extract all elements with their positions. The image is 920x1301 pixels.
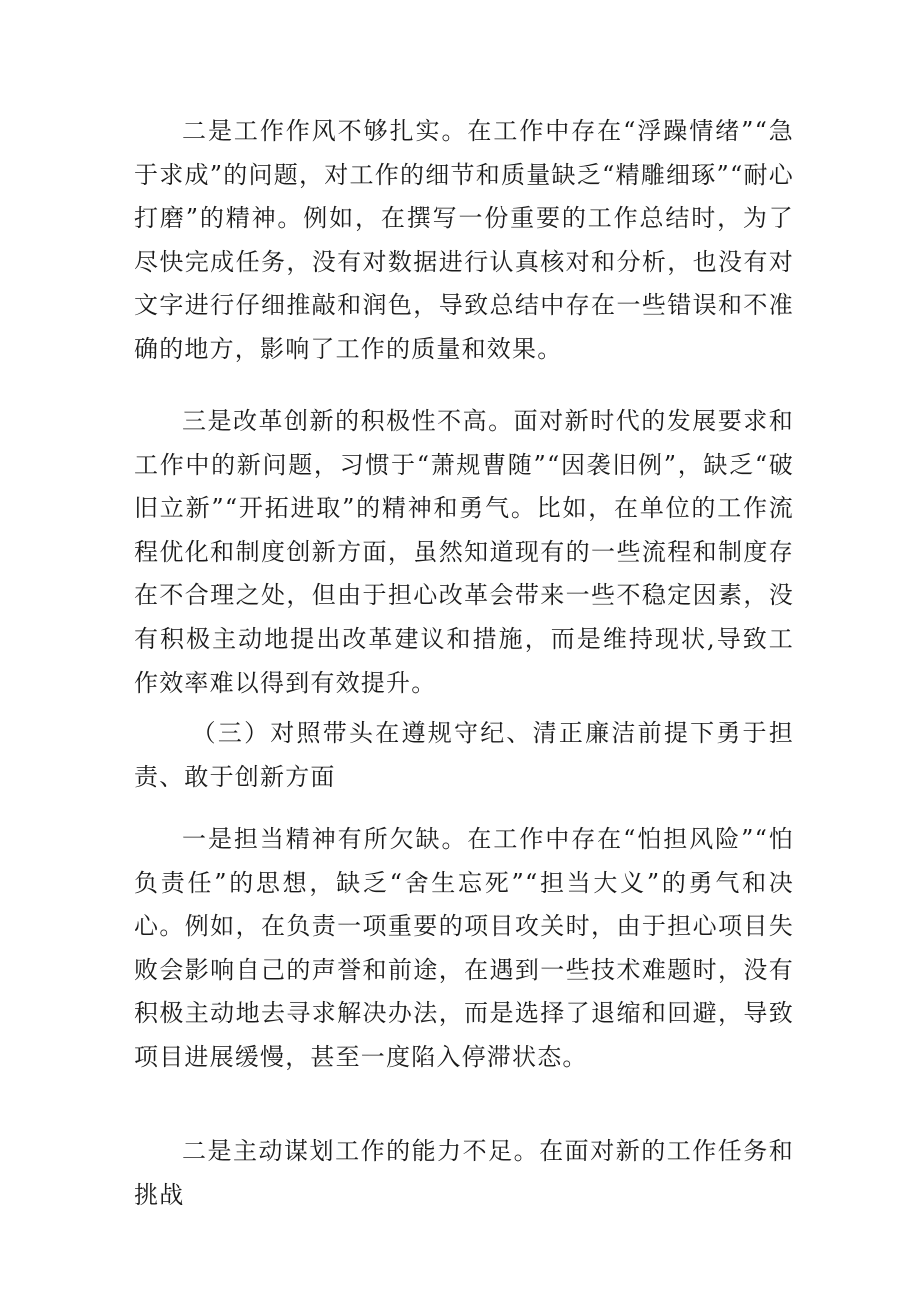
paragraph-text: 三是改革创新的积极性不高。面对新时代的发展要求和工作中的新问题，习惯于“萧规曹随”“因袭旧例”，缺乏“破旧立新”“开拓进取”的精神和勇气。比如，在单位的工作流程优化和制度创新方面，虽然知道现有的一些流程和制度存在不合理之处，但由于担心改革会带来一些不稳定因素，没有积极主动地提出改革建议和措施，而是维持现状,导致工作效率难以得到有效提升。 xyxy=(134,407,794,697)
section-heading-3 xyxy=(134,712,794,799)
paragraph-responsibility xyxy=(134,818,794,1080)
section-heading-text: （三）对照带头在遵规守纪、清正廉洁前提下勇于担责、敢于创新方面 xyxy=(134,719,794,791)
paragraph-work-style xyxy=(134,110,794,372)
paragraph-text: 一是担当精神有所欠缺。在工作中存在“怕担风险”“怕负责任”的思想，缺乏“舍生忘死”“担当大义”的勇气和决心。例如，在负责一项重要的项目攻关时，由于担心项目失败会影响自己的声誉和前途，在遇到一些技术难题时，没有积极主动地去寻求解决办法，而是选择了退缩和回避，导致项目进展缓慢，甚至一度陷入停滞状态。 xyxy=(134,825,794,1071)
paragraph-reform-innovation xyxy=(134,400,794,705)
paragraph-text: 二是工作作风不够扎实。在工作中存在“浮躁情绪”“急于求成”的问题，对工作的细节和质量缺乏“精雕细琢”“耐心打磨”的精神。例如，在撰写一份重要的工作总结时，为了尽快完成任务，没有对数据进行认真核对和分析，也没有对文字进行仔细推敲和润色，导致总结中存在一些错误和不准确的地方，影响了工作的质量和效果。 xyxy=(134,117,794,363)
paragraph-text: 二是主动谋划工作的能力不足。在面对新的工作任务和挑战 xyxy=(134,1137,794,1209)
paragraph-planning xyxy=(134,1130,794,1217)
